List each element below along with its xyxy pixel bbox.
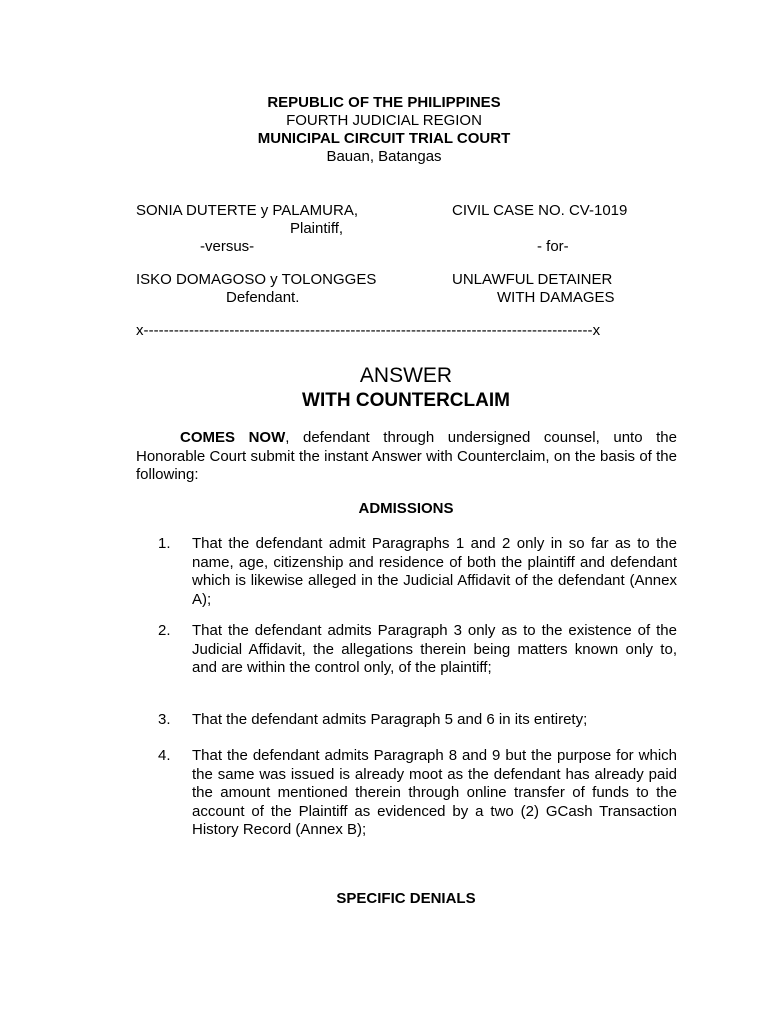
item-number: 4.	[158, 747, 171, 764]
plaintiff-name: SONIA DUTERTE y PALAMURA,	[136, 202, 358, 219]
court-republic: REPUBLIC OF THE PHILIPPINES	[267, 94, 501, 111]
intro-lead: COMES NOW	[180, 429, 286, 446]
item-text: That the defendant admits Paragraph 5 and 6 in its entirety;	[192, 711, 588, 728]
item-text: That the defendant admits Paragraph 3 only as to the existence of the Judicial Affidavit, the allegations therein being matters known only to, and are within the control only, of the plaintiff;	[192, 622, 677, 676]
case-number: CIVIL CASE NO. CV-1019	[452, 202, 628, 219]
intro-paragraph	[136, 429, 677, 485]
document-title: ANSWER	[359, 364, 453, 387]
court-name: MUNICIPAL CIRCUIT TRIAL COURT	[257, 130, 511, 147]
item-number: 2.	[158, 622, 171, 639]
item-text: That the defendant admits Paragraph 8 and 9 but the purpose for which the same was issued is already moot as the defendant has already paid the amount mentioned therein through online transfer of funds to the account of the Plaintiff as evidenced by a two (2) GCash Transaction History Record (Annex B);	[192, 747, 677, 838]
versus-label: -versus-	[200, 238, 255, 255]
case-nature-line1: UNLAWFUL DETAINER	[452, 271, 613, 288]
plaintiff-role: Plaintiff,	[290, 220, 344, 237]
caption-divider: x-----------------------------------------------------------------------------------------x	[136, 322, 601, 339]
court-region: FOURTH JUDICIAL REGION	[286, 112, 482, 129]
document-subtitle: WITH COUNTERCLAIM	[302, 390, 510, 411]
admissions-heading: ADMISSIONS	[358, 500, 454, 517]
intro-text: , defendant through undersigned counsel, unto the Honorable Court submit the instant Answer with Counterclaim, on the basis of the following:	[136, 429, 677, 483]
case-nature-line2: WITH DAMAGES	[497, 289, 615, 306]
for-label: - for-	[537, 238, 569, 255]
item-text: That the defendant admit Paragraphs 1 and 2 only in so far as to the name, age, citizenship and residence of both the plaintiff and defendant which is likewise alleged in the Judicial Affidavit of the defendant (Annex A);	[192, 535, 677, 608]
court-location: Bauan, Batangas	[326, 148, 442, 165]
item-number: 1.	[158, 535, 171, 552]
defendant-role: Defendant.	[226, 289, 300, 306]
specific-denials-heading: SPECIFIC DENIALS	[336, 890, 476, 907]
defendant-name: ISKO DOMAGOSO y TOLONGGES	[136, 271, 377, 288]
item-number: 3.	[158, 711, 171, 728]
